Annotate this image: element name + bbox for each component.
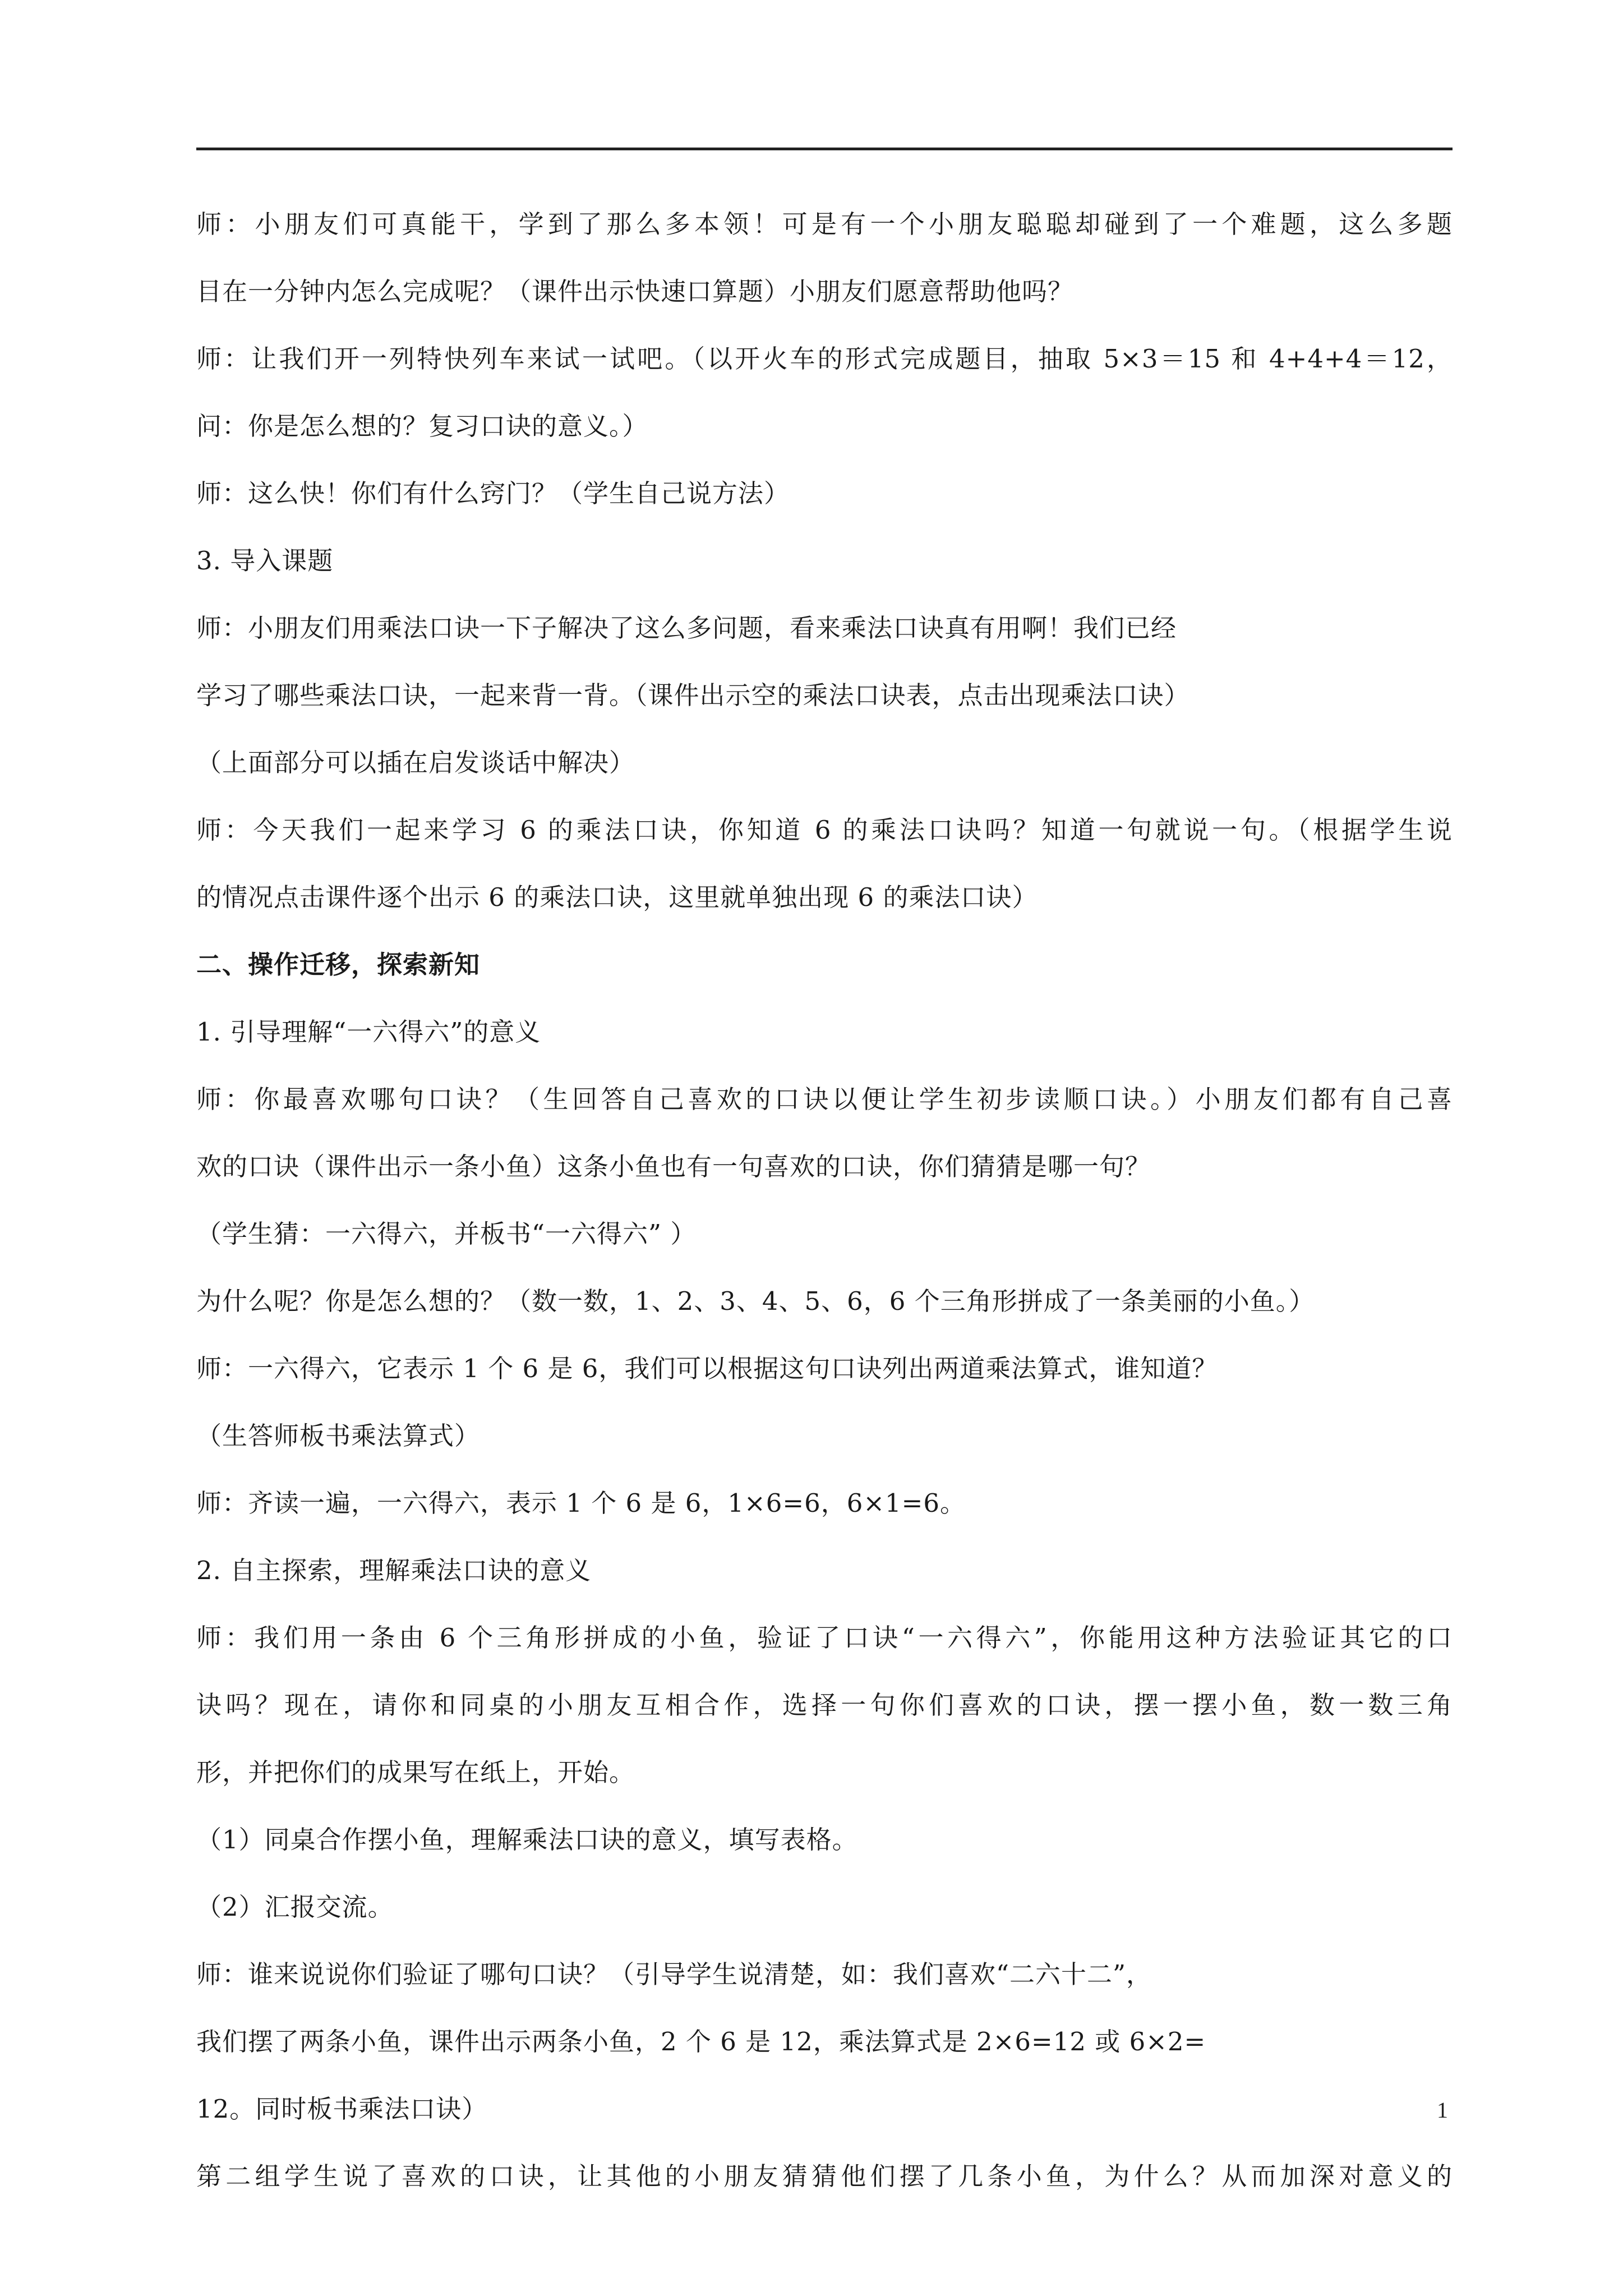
page-number: 1	[1437, 2097, 1448, 2123]
paragraph-line: 师：小朋友们可真能干，学到了那么多本领！可是有一个小朋友聪聪却碰到了一个难题，这么多题	[196, 209, 1453, 239]
paragraph-line: 师：你最喜欢哪句口诀？（生回答自己喜欢的口诀以便让学生初步读顺口诀。）小朋友们都有自己喜	[196, 1084, 1453, 1114]
paragraph-line: （2）汇报交流。	[196, 1892, 394, 1922]
paragraph-line: 12。同时板书乘法口诀）	[196, 2094, 488, 2124]
paragraph-line: 师：齐读一遍，一六得六，表示 1 个 6 是 6，1×6=6，6×1=6。	[196, 1488, 966, 1518]
header-rule	[196, 148, 1453, 150]
paragraph-line: 学习了哪些乘法口诀，一起来背一背。（课件出示空的乘法口诀表，点击出现乘法口诀）	[196, 680, 1190, 710]
paragraph-line: （上面部分可以插在启发谈话中解决）	[196, 748, 635, 777]
paragraph-line: 我们摆了两条小鱼，课件出示两条小鱼，2 个 6 是 12，乘法算式是 2×6=12 或 6×2=	[196, 2027, 1206, 2056]
paragraph-line: 第二组学生说了喜欢的口诀，让其他的小朋友猜猜他们摆了几条小鱼，为什么？从而加深对意义的	[196, 2161, 1453, 2191]
paragraph-line: （学生猜：一六得六，并板书“一六得六” ）	[196, 1219, 697, 1249]
paragraph-line: 目在一分钟内怎么完成呢？（课件出示快速口算题）小朋友们愿意帮助他吗？	[196, 277, 1074, 306]
paragraph-line: 师：我们用一条由 6 个三角形拼成的小鱼，验证了口诀“一六得六”，你能用这种方法验证其它的口	[196, 1623, 1453, 1653]
paragraph-line: 师：今天我们一起来学习 6 的乘法口诀，你知道 6 的乘法口诀吗？知道一句就说一句。（根据学生说	[196, 815, 1453, 845]
paragraph-line: 的情况点击课件逐个出示 6 的乘法口诀，这里就单独出现 6 的乘法口诀）	[196, 882, 1038, 912]
paragraph-line: 形，并把你们的成果写在纸上，开始。	[196, 1757, 635, 1787]
document-body	[196, 191, 1453, 2210]
paragraph-line: 为什么呢？你是怎么想的？（数一数，1、2、3、4、5、6，6 个三角形拼成了一条美丽的小鱼。）	[196, 1286, 1315, 1316]
subsection-heading: 1. 引导理解“一六得六”的意义	[196, 1017, 541, 1047]
paragraph-line: 师：这么快！你们有什么窍门？（学生自己说方法）	[196, 478, 790, 508]
paragraph-line: 师：一六得六，它表示 1 个 6 是 6，我们可以根据这句口诀列出两道乘法算式，谁知道？	[196, 1354, 1218, 1383]
paragraph-line: 师：谁来说说你们验证了哪句口诀？（引导学生说清楚，如：我们喜欢“二六十二”，	[196, 1959, 1152, 1989]
paragraph-line: 欢的口诀（课件出示一条小鱼）这条小鱼也有一句喜欢的口诀，你们猜猜是哪一句？	[196, 1152, 1151, 1181]
section-heading: 二、操作迁移，探索新知	[196, 950, 481, 979]
paragraph-line: 问：你是怎么想的？复习口诀的意义。）	[196, 411, 648, 441]
subsection-heading: 2. 自主探索，理解乘法口诀的意义	[196, 1556, 592, 1585]
paragraph-line: （生答师板书乘法算式）	[196, 1421, 481, 1451]
paragraph-line: （1）同桌合作摆小鱼，理解乘法口诀的意义，填写表格。	[196, 1825, 858, 1855]
paragraph-line: 师：小朋友们用乘法口诀一下子解决了这么多问题，看来乘法口诀真有用啊！我们已经	[196, 613, 1177, 643]
paragraph-line: 师：让我们开一列特快列车来试一试吧。（以开火车的形式完成题目，抽取 5×3＝15 和 4+4+4＝12，	[196, 344, 1453, 374]
section-heading: 3. 导入课题	[196, 546, 334, 576]
paragraph-line: 诀吗？现在，请你和同桌的小朋友互相合作，选择一句你们喜欢的口诀，摆一摆小鱼，数一数三角	[196, 1690, 1453, 1720]
